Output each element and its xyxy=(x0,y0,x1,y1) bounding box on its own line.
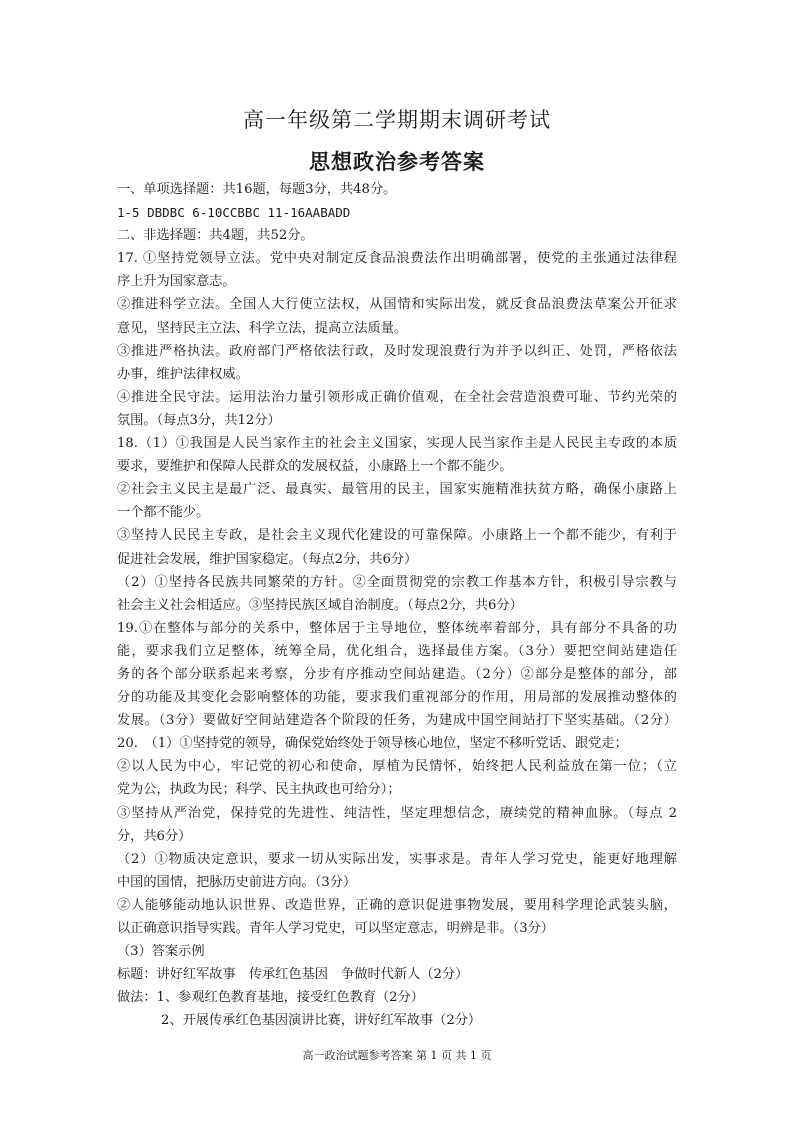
answer-line: ③坚持人民民主专政，是社会主义现代化建设的可靠保障。小康路上一个都不能少，有利于 xyxy=(117,528,677,544)
answer-line: （2）①物质决定意识，要求一切从实际出发，实事求是。青年人学习党史，能更好地理解 xyxy=(117,851,677,867)
answer-line: 中国的国情，把脉历史前进方向。（3分） xyxy=(117,874,357,890)
answer-line: ②推进科学立法。全国人大行使立法权，从国情和实际出发，就反食品浪费法草案公开征求 xyxy=(117,297,677,313)
answer-line: 20. （1）①坚持党的领导，确保党始终处于领导核心地位，坚定不移听党话、跟党走； xyxy=(117,736,628,752)
answer-line: ③坚持从严治党，保持党的先进性、纯洁性，坚定理想信念，赓续党的精神血脉。（每点 2 xyxy=(117,805,677,821)
answer-line: 一个都不能少。 xyxy=(117,505,210,521)
answer-line: 社会主义社会相适应。③坚持民族区域自治制度。（每点2分，共6分） xyxy=(117,597,523,613)
answer-line: 做法：1、参观红色教育基地，接受红色教育（2分） xyxy=(117,990,424,1006)
section-heading-choice: 一、单项选择题：共16题，每题3分，共48分。 xyxy=(117,182,397,197)
answer-line: 19.①在整体与部分的关系中，整体居于主导地位，整体统率着部分，具有部分不具备的功 xyxy=(117,620,677,636)
answer-line: 18.（1）①我国是人民当家作主的社会主义国家，实现人民当家作主是人民民主专政的本质 xyxy=(117,436,677,452)
answer-line: 氛围。（每点3分，共12分） xyxy=(117,412,281,428)
answer-line: 党为公，执政为民；科学、民主执政也可给分）； xyxy=(117,782,401,798)
answer-body xyxy=(117,178,677,1032)
answer-line: ②社会主义民主是最广泛、最真实、最管用的民主，国家实施精准扶贫方略，确保小康路上 xyxy=(117,482,677,498)
answer-line: （2）①坚持各民族共同繁荣的方针。②全面贯彻党的宗教工作基本方针，积极引导宗教与 xyxy=(117,574,677,590)
answer-line: 分的功能及其变化会影响整体的功能，要求我们重视部分的作用，用局部的发展推动整体的 xyxy=(117,690,677,706)
answer-line: ④推进全民守法。运用法治力量引领形成正确价值观，在全社会营造浪费可耻、节约光荣的 xyxy=(117,389,677,405)
answer-line: ②人能够能动地认识世界、改造世界，正确的意识促进事物发展，要用科学理论武装头脑， xyxy=(117,897,677,913)
answer-line: ③推进严格执法。政府部门严格依法行政，及时发现浪费行为并予以纠正、处罚，严格依法 xyxy=(117,343,677,359)
choice-answers: 1-5 DBDBC 6-10CCBBC 11-16AABADD xyxy=(117,205,351,221)
answer-line: 意见，坚持民主立法、科学立法，提高立法质量。 xyxy=(117,320,408,336)
answer-line: 促进社会发展，维护国家稳定。（每点2分，共6分） xyxy=(117,551,418,567)
answer-line: 17. ①坚持党领导立法。党中央对制定反食品浪费法作出明确部署，使党的主张通过法律程 xyxy=(117,251,677,267)
answer-line: 2、开展传承红色基因演讲比赛，讲好红军故事（2分） xyxy=(161,1013,482,1029)
answer-line: 以正确意识指导实践。青年人学习党史，可以坚定意志，明辨是非。（3分） xyxy=(117,921,554,936)
answer-line: 标题：讲好红军故事 传承红色基因 争做时代新人（2分） xyxy=(117,967,469,983)
answer-line: 办事，维护法律权威。 xyxy=(117,366,249,382)
answer-line: 要求，要维护和保障人民群众的发展权益，小康路上一个都不能少。 xyxy=(117,459,513,475)
answer-key-subtitle: 思想政治参考答案 xyxy=(309,150,485,174)
answer-line: ②以人民为中心，牢记党的初心和使命，厚植为民情怀，始终把人民利益放在第一位；（立 xyxy=(117,759,677,775)
exam-title: 高一年级第二学期期末调研考试 xyxy=(243,108,551,132)
page-footer: 高一政治试题参考答案 第 1 页 共 1 页 xyxy=(302,1049,492,1062)
answer-line: 序上升为国家意志。 xyxy=(117,274,236,290)
answer-line: （3）答案示例 xyxy=(117,944,205,960)
answer-line: 分，共6分） xyxy=(117,828,192,844)
section-heading-open: 二、非选择题：共4题，共52分。 xyxy=(117,228,314,244)
answer-line: 发展。（3分）要做好空间站建造各个阶段的任务，为建成中国空间站打下坚实基础。（2分） xyxy=(117,713,677,729)
answer-line: 务的各个部分联系起来考察，分步有序推动空间站建造。（2分）②部分是整体的部分，部 xyxy=(117,666,677,682)
answer-line: 能，要求我们立足整体，统筹全局，优化组合，选择最佳方案。（3分）要把空间站建造任 xyxy=(117,643,677,659)
